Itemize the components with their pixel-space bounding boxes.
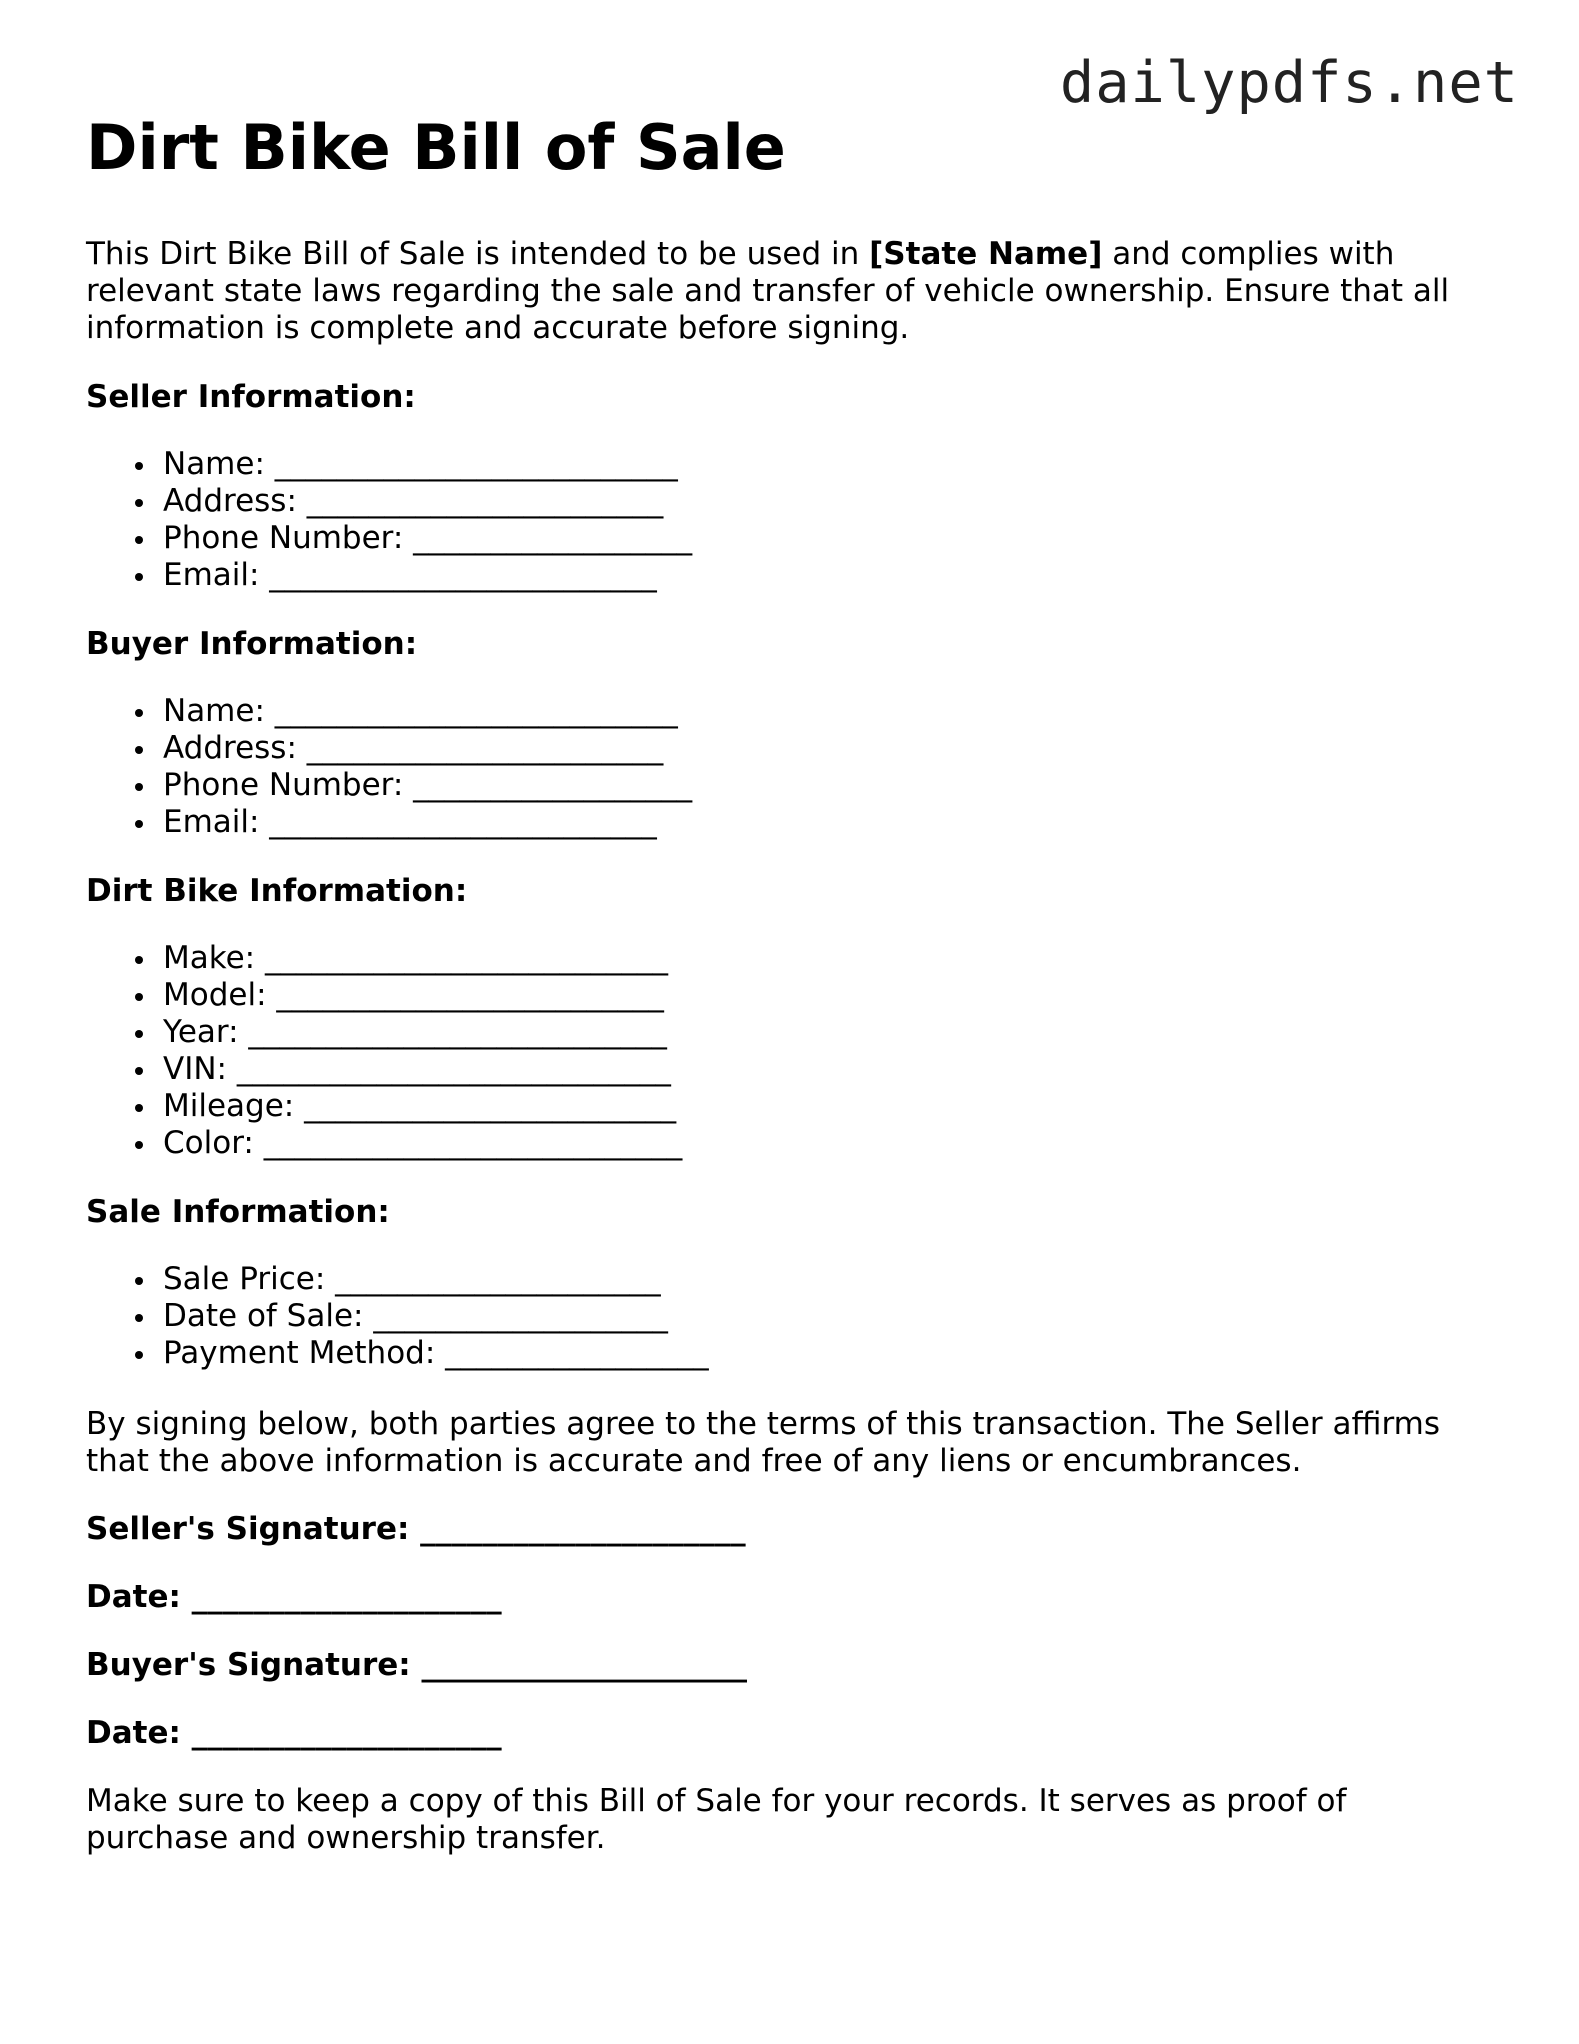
sale-price-field: Sale Price: _____________________ <box>163 1261 1486 1298</box>
intro-text-start: This Dirt Bike Bill of Sale is intended to be used in <box>86 236 870 272</box>
seller-address-field: Address: _______________________ <box>163 483 1486 520</box>
sale-fields <box>86 1261 1486 1372</box>
watermark: dailypdfs.net <box>1059 50 1519 116</box>
state-name-placeholder: [State Name] <box>869 236 1103 272</box>
document-page <box>86 110 1486 1857</box>
bike-mileage-field: Mileage: ________________________ <box>163 1088 1486 1125</box>
buyer-signature-line: Buyer's Signature: _____________________ <box>86 1647 747 1683</box>
buyer-heading: Buyer Information: <box>86 626 418 662</box>
seller-name-field: Name: __________________________ <box>163 446 1486 483</box>
sale-heading: Sale Information: <box>86 1194 390 1230</box>
bike-vin-field: VIN: ____________________________ <box>163 1051 1486 1088</box>
bike-fields <box>86 940 1486 1162</box>
final-note: Make sure to keep a copy of this Bill of Sale for your records. It serves as proof of purchase and ownership transfer. <box>86 1783 1347 1856</box>
bike-model-field: Model: _________________________ <box>163 977 1486 1014</box>
seller-signature-line: Seller's Signature: _____________________ <box>86 1511 746 1547</box>
bike-heading: Dirt Bike Information: <box>86 873 468 909</box>
seller-date-line: Date: ____________________ <box>86 1579 502 1615</box>
buyer-email-field: Email: _________________________ <box>163 804 1486 841</box>
intro-paragraph <box>86 236 1486 347</box>
sale-date-field: Date of Sale: ___________________ <box>163 1298 1486 1335</box>
seller-email-field: Email: _________________________ <box>163 557 1486 594</box>
buyer-address-field: Address: _______________________ <box>163 730 1486 767</box>
buyer-fields <box>86 693 1486 841</box>
buyer-name-field: Name: __________________________ <box>163 693 1486 730</box>
buyer-phone-field: Phone Number: __________________ <box>163 767 1486 804</box>
seller-fields <box>86 446 1486 594</box>
document-title: Dirt Bike Bill of Sale <box>86 111 786 184</box>
bike-year-field: Year: ___________________________ <box>163 1014 1486 1051</box>
bike-make-field: Make: __________________________ <box>163 940 1486 977</box>
buyer-date-line: Date: ____________________ <box>86 1715 502 1751</box>
bike-color-field: Color: ___________________________ <box>163 1125 1486 1162</box>
intro-text-end: and complies with relevant state laws regarding the sale and transfer of vehicle ownership. Ensure that all information is complete and accurate before signing. <box>86 236 1450 346</box>
closing-paragraph: By signing below, both parties agree to the terms of this transaction. The Seller affirms that the above information is accurate and free of any liens or encumbrances. <box>86 1406 1441 1479</box>
seller-heading: Seller Information: <box>86 379 416 415</box>
payment-method-field: Payment Method: _________________ <box>163 1335 1486 1372</box>
seller-phone-field: Phone Number: __________________ <box>163 520 1486 557</box>
